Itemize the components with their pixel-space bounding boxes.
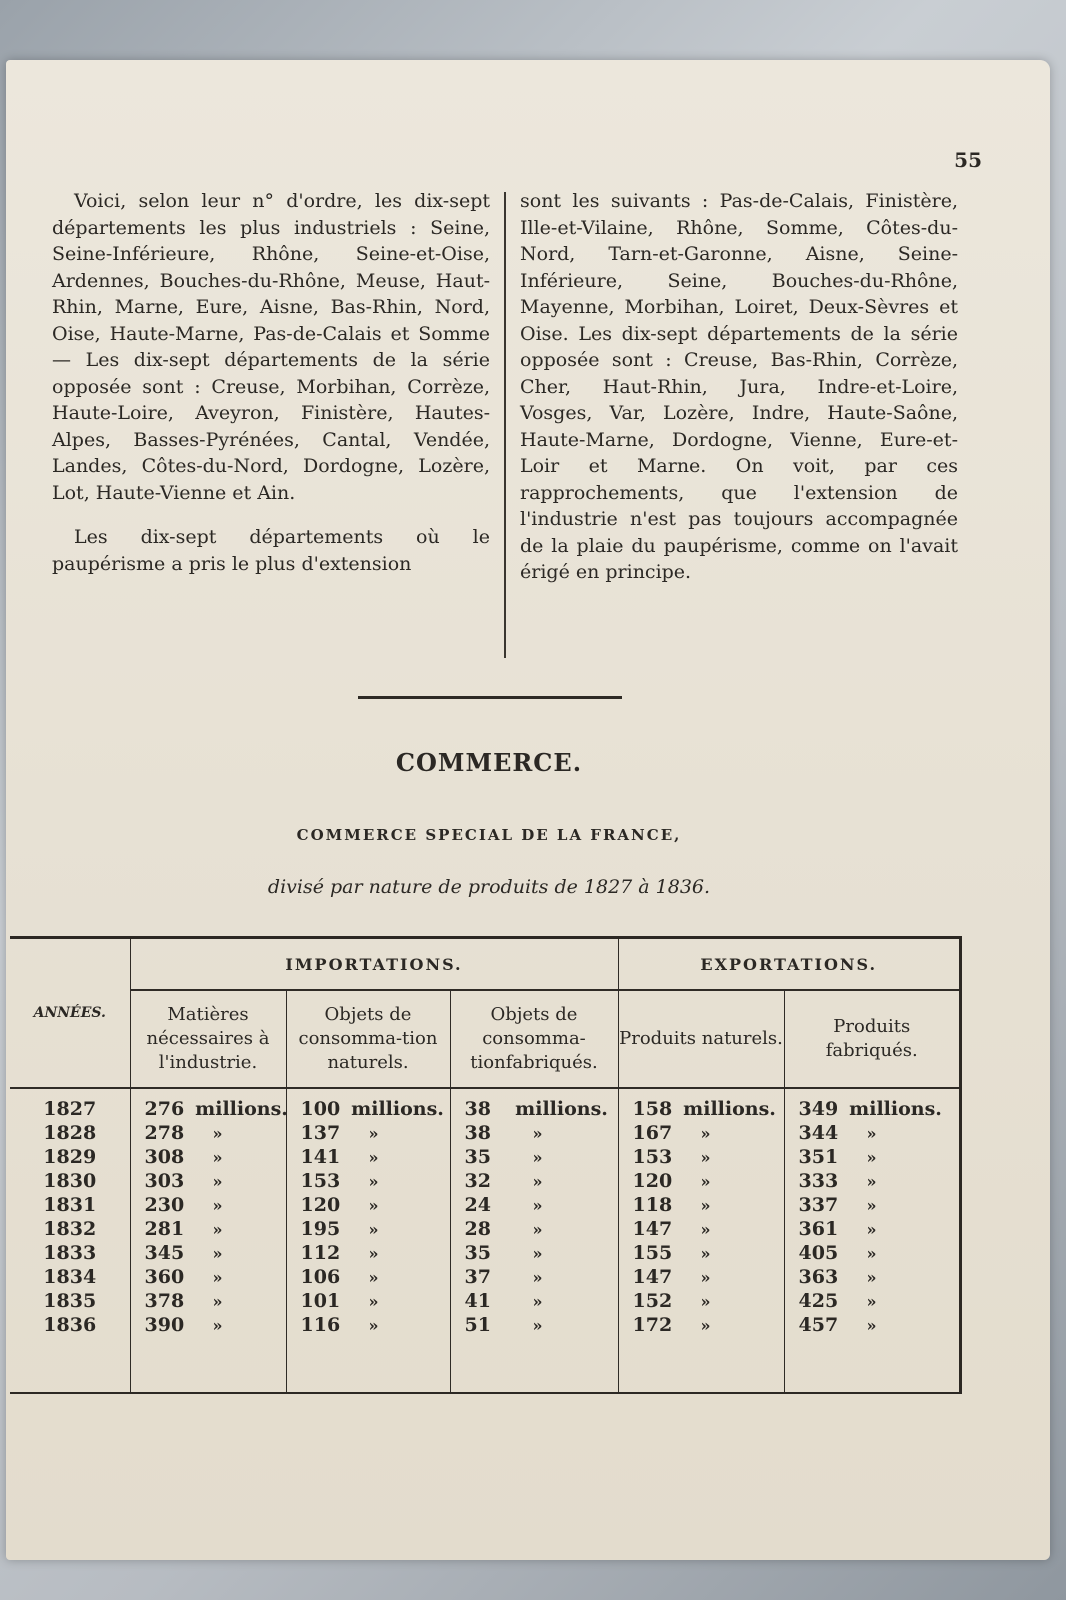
header-annees: ANNÉES. <box>10 939 130 1088</box>
year-cell: 1828 <box>10 1121 130 1145</box>
year-cell: 1834 <box>10 1265 130 1289</box>
year-cell: 1833 <box>10 1241 130 1265</box>
header-exportations: EXPORTATIONS. <box>618 939 959 990</box>
value-cell: 308 » <box>130 1145 286 1169</box>
table-row <box>10 1193 959 1217</box>
value-cell: 349 millions. <box>798 1097 942 1120</box>
value-cell: 101 » <box>286 1289 450 1313</box>
table-row <box>10 1241 959 1265</box>
value-cell: 120 » <box>618 1169 784 1193</box>
header-objets-naturels: Objets de consomma-tion naturels. <box>286 990 450 1088</box>
right-paragraph-1: sont les suivants : Pas-de-Calais, Finistère, Ille-et-Vilaine, Rhône, Somme, Côtes-du-Nord, Tarn-et-Garonne, Aisne, Seine-Inférieure, Seine, Bouches-du-Rhône, Mayenne, Morbihan, Loiret, Deux-Sèvres et Oise. Les dix-sept départements de la série opposée sont : Creuse, Bas-Rhin, Corrèze, Cher, Haut-Rhin, Jura, Indre-et-Loire, Vosges, Var, Lozère, Indre, Haute-Saône, Haute-Marne, Dordogne, Vienne, Eure-et-Loir et Marne. On voit, par ces rapprochements, que l'extension de l'industrie n'est pas toujours accompagnée de la plaie du paupérisme, comme on l'avait érigé en principe. <box>520 190 958 583</box>
value-cell: 32 » <box>450 1169 618 1193</box>
table-row <box>10 1217 959 1241</box>
value-cell: 153 » <box>286 1169 450 1193</box>
year-cell: 1827 <box>10 1088 130 1121</box>
commerce-table-frame <box>10 936 962 1394</box>
table-row <box>10 1289 959 1313</box>
value-cell: 118 » <box>618 1193 784 1217</box>
value-cell: 360 » <box>130 1265 286 1289</box>
value-cell: 147 » <box>618 1217 784 1241</box>
value-cell: 363 » <box>798 1265 877 1288</box>
header-produits-naturels: Produits naturels. <box>618 990 784 1088</box>
table-row <box>10 1313 959 1337</box>
header-produits-fabriques: Produits fabriqués. <box>784 990 959 1088</box>
value-cell: 120 » <box>286 1193 450 1217</box>
value-cell: 351 » <box>798 1145 877 1168</box>
left-paragraph-2: Les dix-sept départements où le paupérisme a pris le plus d'extension <box>52 526 490 575</box>
value-cell: 378 » <box>130 1289 286 1313</box>
table-row <box>10 1145 959 1169</box>
table-subtitle: COMMERCE SPECIAL DE LA FRANCE, <box>296 826 682 844</box>
year-cell: 1832 <box>10 1217 130 1241</box>
value-cell: 37 » <box>450 1265 618 1289</box>
value-cell: 153 » <box>618 1145 784 1169</box>
table-row <box>10 1169 959 1193</box>
value-cell: 281 » <box>130 1217 286 1241</box>
value-cell: 35 » <box>450 1145 618 1169</box>
section-title: COMMERCE. <box>395 748 583 777</box>
value-cell: 100 millions. <box>286 1088 450 1121</box>
value-cell: 51 » <box>450 1313 618 1337</box>
column-divider <box>504 192 506 658</box>
book-page <box>6 60 1050 1560</box>
left-column <box>40 188 502 658</box>
value-cell: 337 » <box>798 1193 877 1216</box>
value-cell: 141 » <box>286 1145 450 1169</box>
table-row <box>10 1265 959 1289</box>
text-columns <box>40 188 970 658</box>
value-cell: 41 » <box>450 1289 618 1313</box>
left-paragraph-1: Voici, selon leur n° d'ordre, les dix-sept départements les plus industriels : Seine, Seine-Inférieure, Rhône, Seine-et-Oise, Ardennes, Bouches-du-Rhône, Meuse, Haut-Rhin, Marne, Eure, Aisne, Bas-Rhin, Nord, Oise, Haute-Marne, Pas-de-Calais et Somme — Les dix-sept départements de la série opposée sont : Creuse, Morbihan, Corrèze, Haute-Loire, Aveyron, Finistère, Hautes-Alpes, Basses-Pyrénées, Cantal, Vendée, Landes, Côtes-du-Nord, Dordogne, Lozère, Lot, Haute-Vienne et Ain. <box>52 190 490 504</box>
value-cell: 278 » <box>130 1121 286 1145</box>
value-cell: 172 » <box>618 1313 784 1337</box>
commerce-table <box>10 939 959 1392</box>
value-cell: 152 » <box>618 1289 784 1313</box>
value-cell: 276 millions. <box>130 1088 286 1121</box>
value-cell: 35 » <box>450 1241 618 1265</box>
value-cell: 457 » <box>798 1313 877 1336</box>
value-cell: 137 » <box>286 1121 450 1145</box>
year-cell: 1836 <box>10 1313 130 1337</box>
year-cell: 1830 <box>10 1169 130 1193</box>
table-subtitle-2: divisé par nature de produits de 1827 à 1836. <box>267 876 711 898</box>
value-cell: 112 » <box>286 1241 450 1265</box>
table-row <box>10 1088 959 1121</box>
value-cell: 361 » <box>798 1217 877 1240</box>
value-cell: 28 » <box>450 1217 618 1241</box>
year-cell: 1831 <box>10 1193 130 1217</box>
year-cell: 1835 <box>10 1289 130 1313</box>
value-cell: 425 » <box>798 1289 877 1312</box>
value-cell: 158 millions. <box>618 1088 784 1121</box>
value-cell: 345 » <box>130 1241 286 1265</box>
value-cell: 38 millions. <box>450 1088 618 1121</box>
header-matieres: Matières nécessaires à l'industrie. <box>130 990 286 1088</box>
value-cell: 333 » <box>798 1169 877 1192</box>
value-cell: 303 » <box>130 1169 286 1193</box>
value-cell: 106 » <box>286 1265 450 1289</box>
right-column <box>508 188 970 658</box>
value-cell: 230 » <box>130 1193 286 1217</box>
value-cell: 195 » <box>286 1217 450 1241</box>
header-objets-fabriques: Objets de consomma-tionfabriqués. <box>450 990 618 1088</box>
section-rule <box>358 696 622 699</box>
value-cell: 390 » <box>130 1313 286 1337</box>
value-cell: 344 » <box>798 1121 877 1144</box>
table-row <box>10 1121 959 1145</box>
value-cell: 24 » <box>450 1193 618 1217</box>
value-cell: 38 » <box>450 1121 618 1145</box>
value-cell: 155 » <box>618 1241 784 1265</box>
value-cell: 116 » <box>286 1313 450 1337</box>
table-spacer <box>10 1337 959 1392</box>
value-cell: 405 » <box>798 1241 877 1264</box>
header-importations: IMPORTATIONS. <box>130 939 618 990</box>
page-number: 55 <box>954 148 982 172</box>
year-cell: 1829 <box>10 1145 130 1169</box>
value-cell: 167 » <box>618 1121 784 1145</box>
value-cell: 147 » <box>618 1265 784 1289</box>
